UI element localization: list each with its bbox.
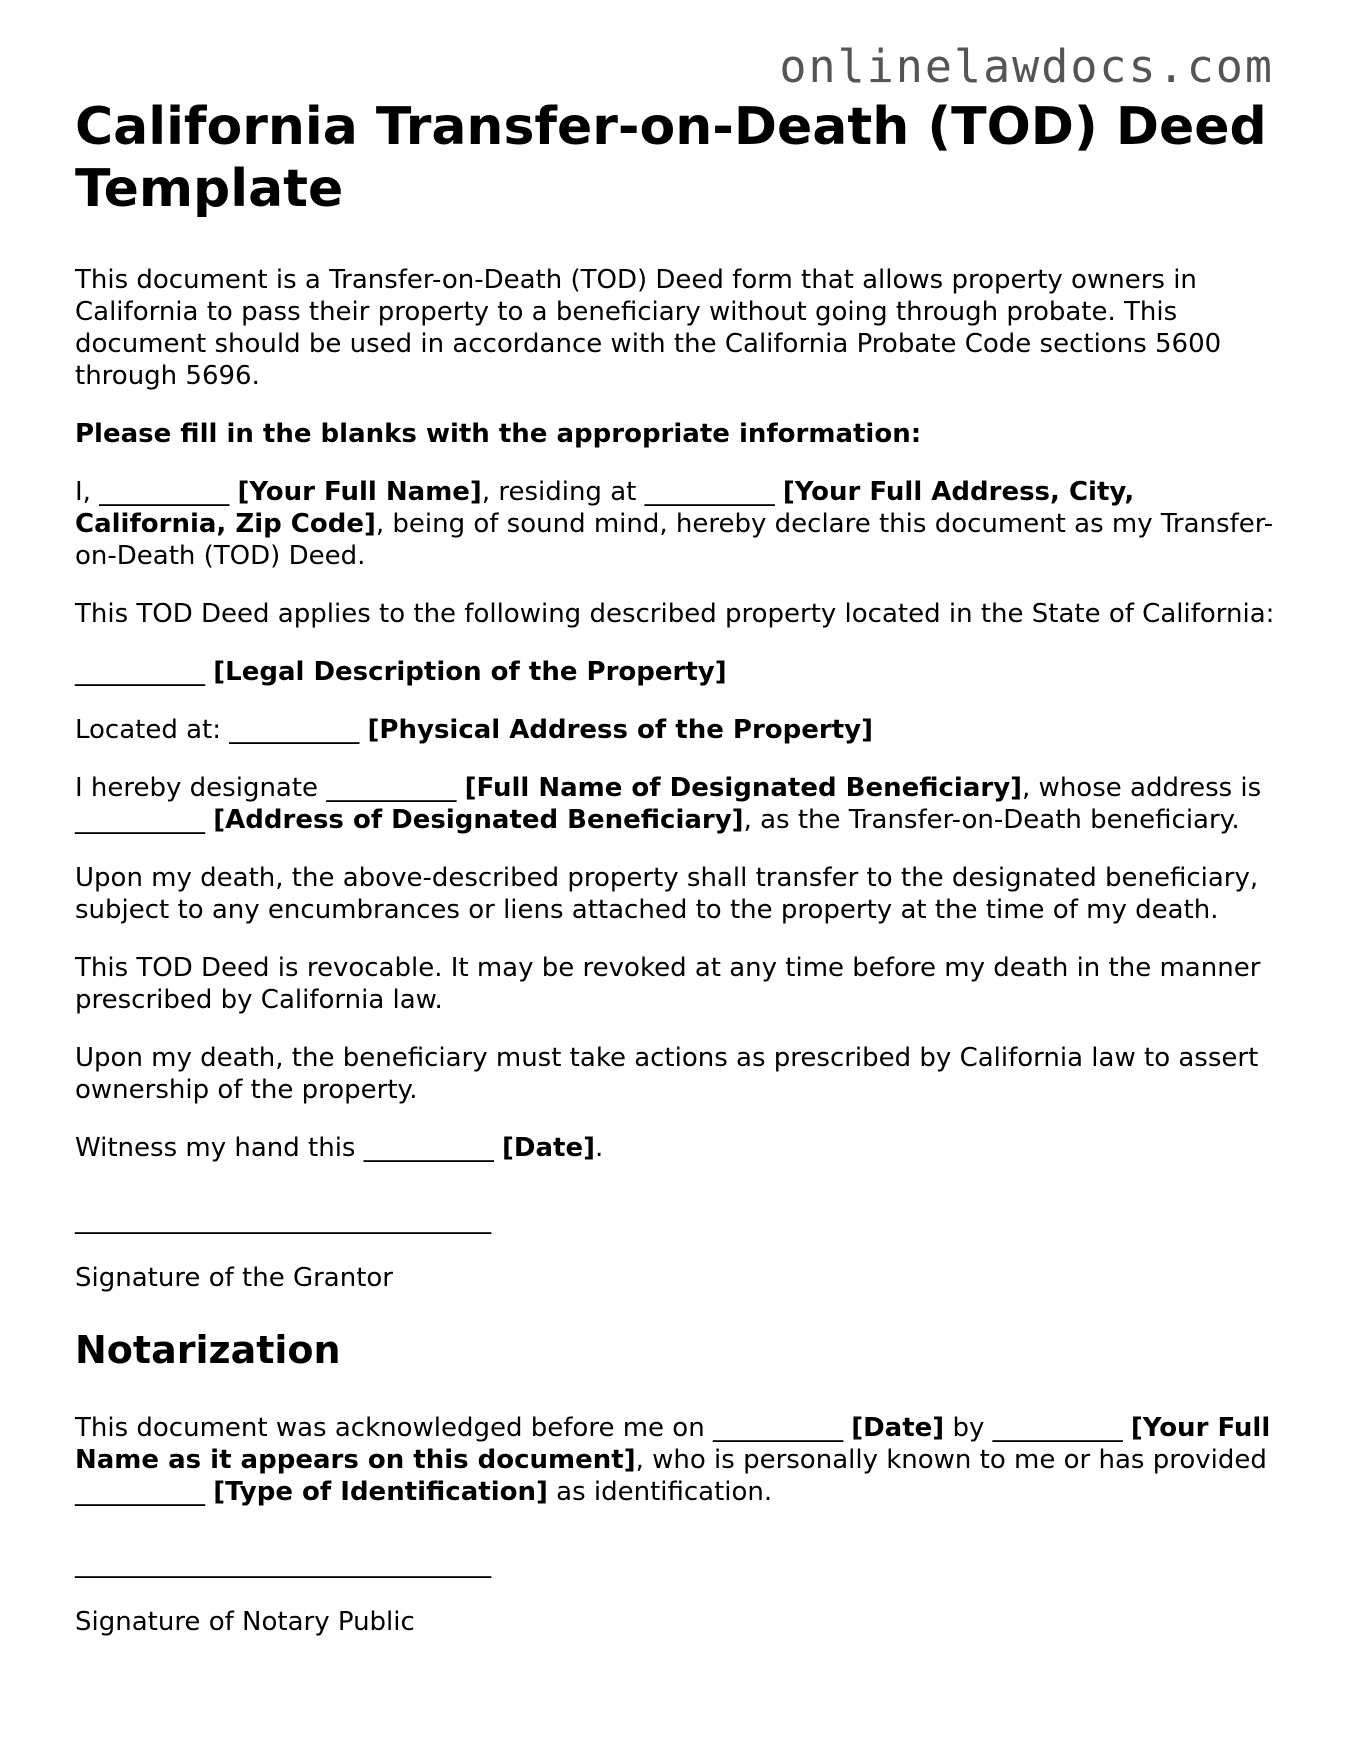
- witness-line: Witness my hand this __________ [Date].: [75, 1133, 604, 1163]
- field-full-address: [Your Full Address, City, California, Zip Code]: [75, 477, 1135, 539]
- declaration-paragraph: I, __________ [Your Full Name], residing at __________ [Your Full Address, City, California, Zip Code], being of sound mind, hereby declare this document as my Transfer-on-Death (TOD) Deed.: [75, 477, 1274, 571]
- field-beneficiary-name: [Full Name of Designated Beneficiary]: [464, 773, 1023, 803]
- notarization-heading: Notarization: [75, 1328, 341, 1372]
- field-witness-date: [Date]: [502, 1133, 595, 1163]
- site-watermark: onlinelawdocs.com: [779, 40, 1274, 93]
- field-full-name: [Your Full Name]: [237, 477, 482, 507]
- notary-signature-line[interactable]: ________________________________: [75, 1549, 491, 1579]
- field-legal-description: [Legal Description of the Property]: [213, 657, 727, 687]
- instructions: [75, 418, 1285, 450]
- field-notary-date: [Date]: [851, 1413, 945, 1443]
- blank-identification-type[interactable]: __________: [75, 1477, 205, 1507]
- ownership-paragraph: Upon my death, the beneficiary must take actions as prescribed by California law to assert ownership of the property.: [75, 1043, 1259, 1105]
- blank-physical-address[interactable]: __________: [229, 715, 360, 745]
- field-physical-address: [Physical Address of the Property]: [367, 715, 873, 745]
- applies-paragraph: This TOD Deed applies to the following described property located in the State of California:: [75, 599, 1275, 629]
- field-identification-type: [Type of Identification]: [213, 1477, 548, 1507]
- legal-description-line: [75, 656, 1285, 688]
- grantor-signature-line[interactable]: ________________________________: [75, 1205, 491, 1235]
- revocable-paragraph: This TOD Deed is revocable. It may be revoked at any time before my death in the manner prescribed by California law.: [75, 953, 1261, 1015]
- blank-witness-date[interactable]: __________: [363, 1133, 494, 1163]
- blank-full-name[interactable]: __________: [99, 477, 230, 507]
- grantor-signature-label: Signature of the Grantor: [75, 1263, 393, 1293]
- blank-notary-date[interactable]: __________: [712, 1413, 843, 1443]
- instructions-text: Please fill in the blanks with the appropriate information:: [75, 419, 922, 449]
- document-body: [75, 96, 1285, 1664]
- transfer-paragraph: Upon my death, the above-described property shall transfer to the designated beneficiary, subject to any encumbrances or liens attached to the property at the time of my death.: [75, 863, 1259, 925]
- notary-signature-label: Signature of Notary Public: [75, 1607, 415, 1637]
- blank-full-address[interactable]: __________: [644, 477, 775, 507]
- located-line: Located at: __________ [Physical Address of the Property]: [75, 715, 873, 745]
- field-notary-name: [Your Full Name as it appears on this document]: [75, 1413, 1271, 1475]
- designate-paragraph: I hereby designate __________ [Full Name of Designated Beneficiary], whose address is __________ [Address of Designated Beneficiary], as the Transfer-on-Death beneficiary.: [75, 773, 1262, 835]
- blank-legal-description[interactable]: __________: [75, 657, 205, 687]
- field-beneficiary-address: [Address of Designated Beneficiary]: [213, 805, 744, 835]
- blank-notary-name[interactable]: __________: [992, 1413, 1123, 1443]
- blank-beneficiary-name[interactable]: __________: [326, 773, 457, 803]
- intro-paragraph: This document is a Transfer-on-Death (TOD) Deed form that allows property owners in California to pass their property to a beneficiary without going through probate. This document should be used in accordance with the California Probate Code sections 5600 through 5696.: [75, 265, 1222, 391]
- blank-beneficiary-address[interactable]: __________: [75, 805, 205, 835]
- document-title: California Transfer-on-Death (TOD) Deed Template: [75, 97, 1267, 219]
- notary-paragraph: This document was acknowledged before me on __________ [Date] by __________ [Your Full Name as it appears on this document], who is personally known to me or has provided __________ [Type of Identification] as identification.: [75, 1413, 1271, 1507]
